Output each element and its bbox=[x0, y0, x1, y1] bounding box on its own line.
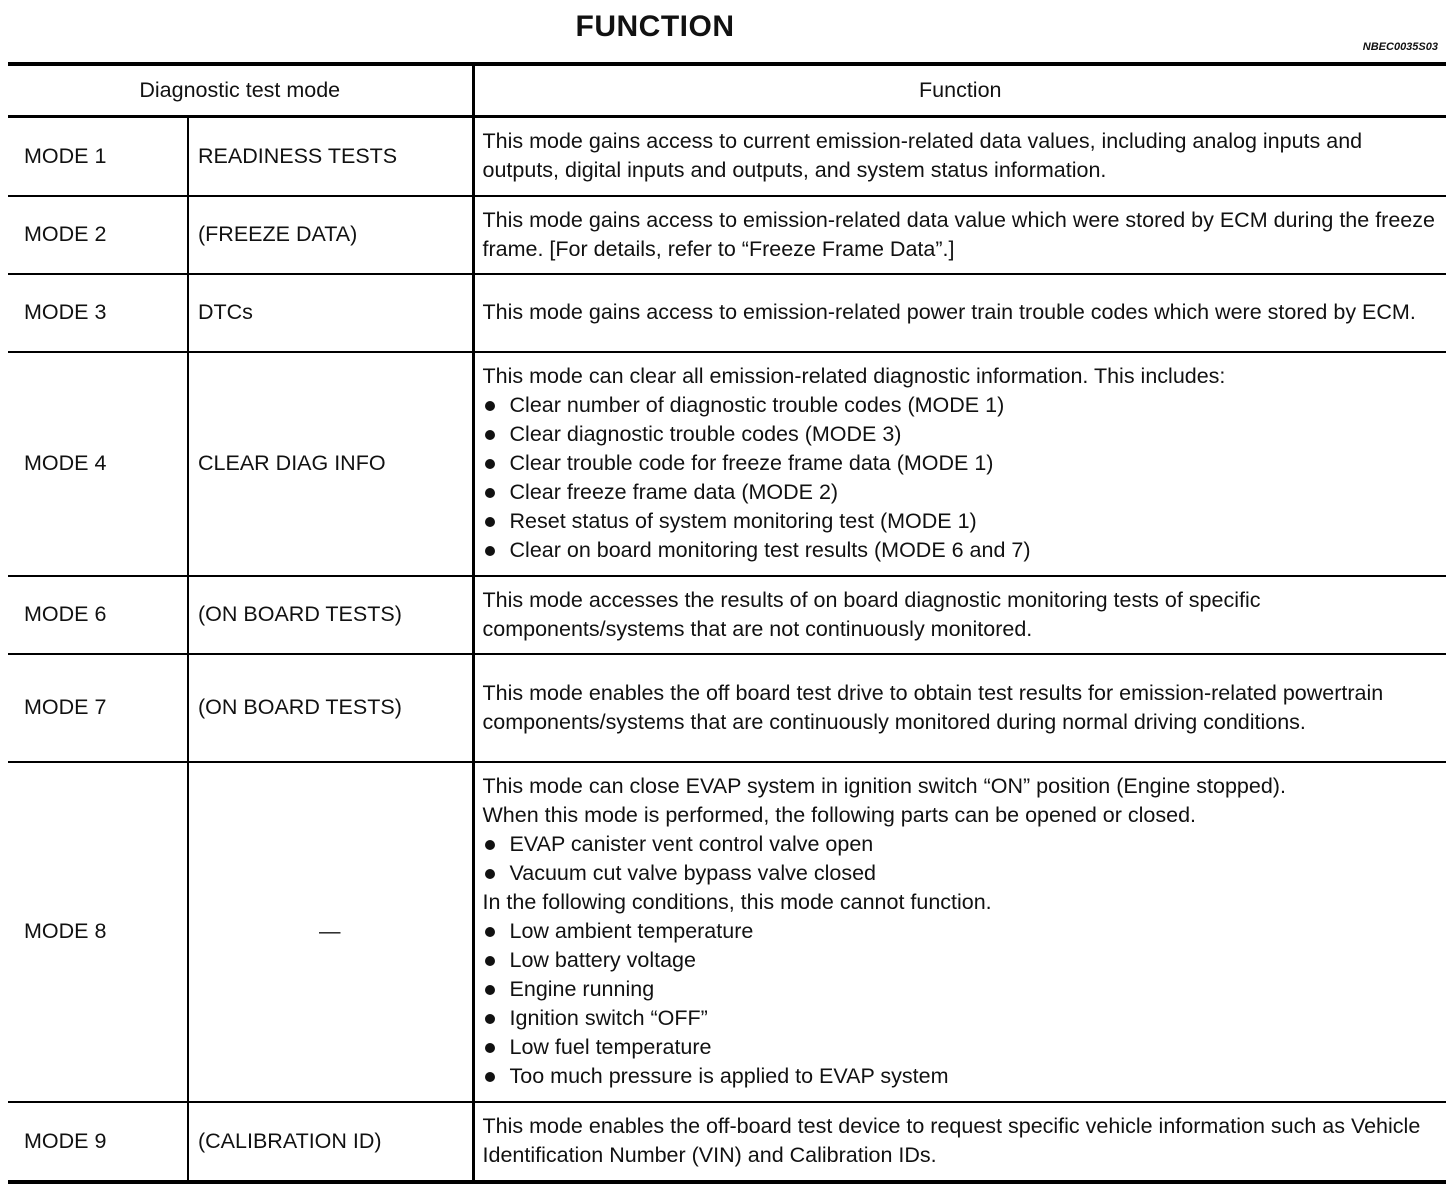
function-text: This mode gains access to emission-related power train trouble codes which were stored by ECM. bbox=[482, 300, 1416, 324]
mode-name: (FREEZE DATA) bbox=[188, 196, 473, 274]
function-text: This mode can close EVAP system in ignition switch “ON” position (Engine stopped). bbox=[482, 774, 1286, 798]
list-item: Too much pressure is applied to EVAP system bbox=[483, 1062, 1437, 1091]
mode-function bbox=[473, 1102, 1446, 1182]
bullet-icon bbox=[485, 546, 495, 556]
mode-number: MODE 2 bbox=[8, 196, 188, 274]
function-text: This mode accesses the results of on board diagnostic monitoring tests of specific components/systems that are not continuously monitored. bbox=[482, 587, 1261, 641]
list-item: EVAP canister vent control valve open bbox=[483, 830, 1437, 859]
list-item: Vacuum cut valve bypass valve closed bbox=[483, 859, 1437, 888]
bullet-icon bbox=[485, 1043, 495, 1053]
function-text: This mode gains access to current emission-related data values, including analog inputs and outputs, digital inputs and outputs, and system status information. bbox=[482, 129, 1363, 183]
mode-name: (CALIBRATION ID) bbox=[188, 1102, 473, 1182]
function-text: This mode can clear all emission-related diagnostic information. This includes: bbox=[482, 364, 1226, 388]
bullet-icon bbox=[485, 430, 495, 440]
list-item: Clear diagnostic trouble codes (MODE 3) bbox=[483, 420, 1437, 449]
function-text: This mode gains access to emission-related data value which were stored by ECM during the freeze frame. [For details, refer to “Freeze Frame Data”.] bbox=[482, 207, 1435, 261]
mode-name: DTCs bbox=[188, 274, 473, 352]
bullet-icon bbox=[485, 869, 495, 879]
bullet-list bbox=[483, 391, 1437, 565]
list-item: Ignition switch “OFF” bbox=[483, 1004, 1437, 1033]
function-text: In the following conditions, this mode cannot function. bbox=[482, 890, 992, 914]
mode-number: MODE 1 bbox=[8, 117, 188, 196]
bullet-icon bbox=[485, 517, 495, 527]
bullet-icon bbox=[485, 956, 495, 966]
mode-name: READINESS TESTS bbox=[188, 117, 473, 196]
mode-number: MODE 6 bbox=[8, 576, 188, 654]
header-diagnostic-test-mode: Diagnostic test mode bbox=[8, 64, 473, 117]
mode-name: — bbox=[188, 762, 473, 1102]
list-item: Low ambient temperature bbox=[483, 917, 1437, 946]
bullet-icon bbox=[485, 985, 495, 995]
list-item: Clear number of diagnostic trouble codes (MODE 1) bbox=[483, 391, 1437, 420]
function-text: This mode enables the off board test drive to obtain test results for emission-related powertrain components/systems that are continuously monitored during normal driving conditions. bbox=[482, 680, 1384, 734]
mode-name: (ON BOARD TESTS) bbox=[188, 576, 473, 654]
list-item: Clear on board monitoring test results (MODE 6 and 7) bbox=[483, 536, 1437, 565]
list-item: Reset status of system monitoring test (MODE 1) bbox=[483, 507, 1437, 536]
mode-function bbox=[473, 352, 1446, 576]
mode-number: MODE 3 bbox=[8, 274, 188, 352]
table-row bbox=[8, 274, 1446, 352]
bullet-icon bbox=[485, 488, 495, 498]
bullet-icon bbox=[485, 1014, 495, 1024]
mode-number: MODE 8 bbox=[8, 762, 188, 1102]
mode-function bbox=[473, 117, 1446, 196]
mode-name: (ON BOARD TESTS) bbox=[188, 654, 473, 762]
list-item: Low fuel temperature bbox=[483, 1033, 1437, 1062]
table-row bbox=[8, 1102, 1446, 1182]
bullet-icon bbox=[485, 401, 495, 411]
bullet-list bbox=[483, 917, 1437, 1091]
table-row bbox=[8, 117, 1446, 196]
mode-number: MODE 4 bbox=[8, 352, 188, 576]
mode-function bbox=[473, 196, 1446, 274]
mode-function bbox=[473, 654, 1446, 762]
list-item: Low battery voltage bbox=[483, 946, 1437, 975]
table-row bbox=[8, 352, 1446, 576]
table-row bbox=[8, 196, 1446, 274]
bullet-icon bbox=[485, 459, 495, 469]
table-row bbox=[8, 654, 1446, 762]
bullet-icon bbox=[485, 1072, 495, 1082]
function-text: This mode enables the off-board test device to request specific vehicle information such as Vehicle Identification Number (VIN) and Calibration IDs. bbox=[482, 1114, 1421, 1167]
table-row bbox=[8, 576, 1446, 654]
table-row bbox=[8, 762, 1446, 1102]
mode-name: CLEAR DIAG INFO bbox=[188, 352, 473, 576]
bullet-icon bbox=[485, 927, 495, 937]
diagnostic-mode-table bbox=[8, 62, 1446, 1184]
document-code: NBEC0035S03 bbox=[1362, 41, 1438, 53]
mode-function bbox=[473, 576, 1446, 654]
header-function: Function bbox=[473, 64, 1446, 117]
function-text: When this mode is performed, the following parts can be opened or closed. bbox=[482, 803, 1196, 827]
list-item: Clear freeze frame data (MODE 2) bbox=[483, 478, 1437, 507]
list-item: Engine running bbox=[483, 975, 1437, 1004]
list-item: Clear trouble code for freeze frame data (MODE 1) bbox=[483, 449, 1437, 478]
mode-number: MODE 7 bbox=[8, 654, 188, 762]
bullet-icon bbox=[485, 840, 495, 850]
mode-number: MODE 9 bbox=[8, 1102, 188, 1182]
mode-function bbox=[473, 274, 1446, 352]
mode-function bbox=[473, 762, 1446, 1102]
table-header-row bbox=[8, 64, 1446, 117]
bullet-list bbox=[483, 830, 1437, 888]
page-title: FUNCTION bbox=[575, 10, 735, 43]
